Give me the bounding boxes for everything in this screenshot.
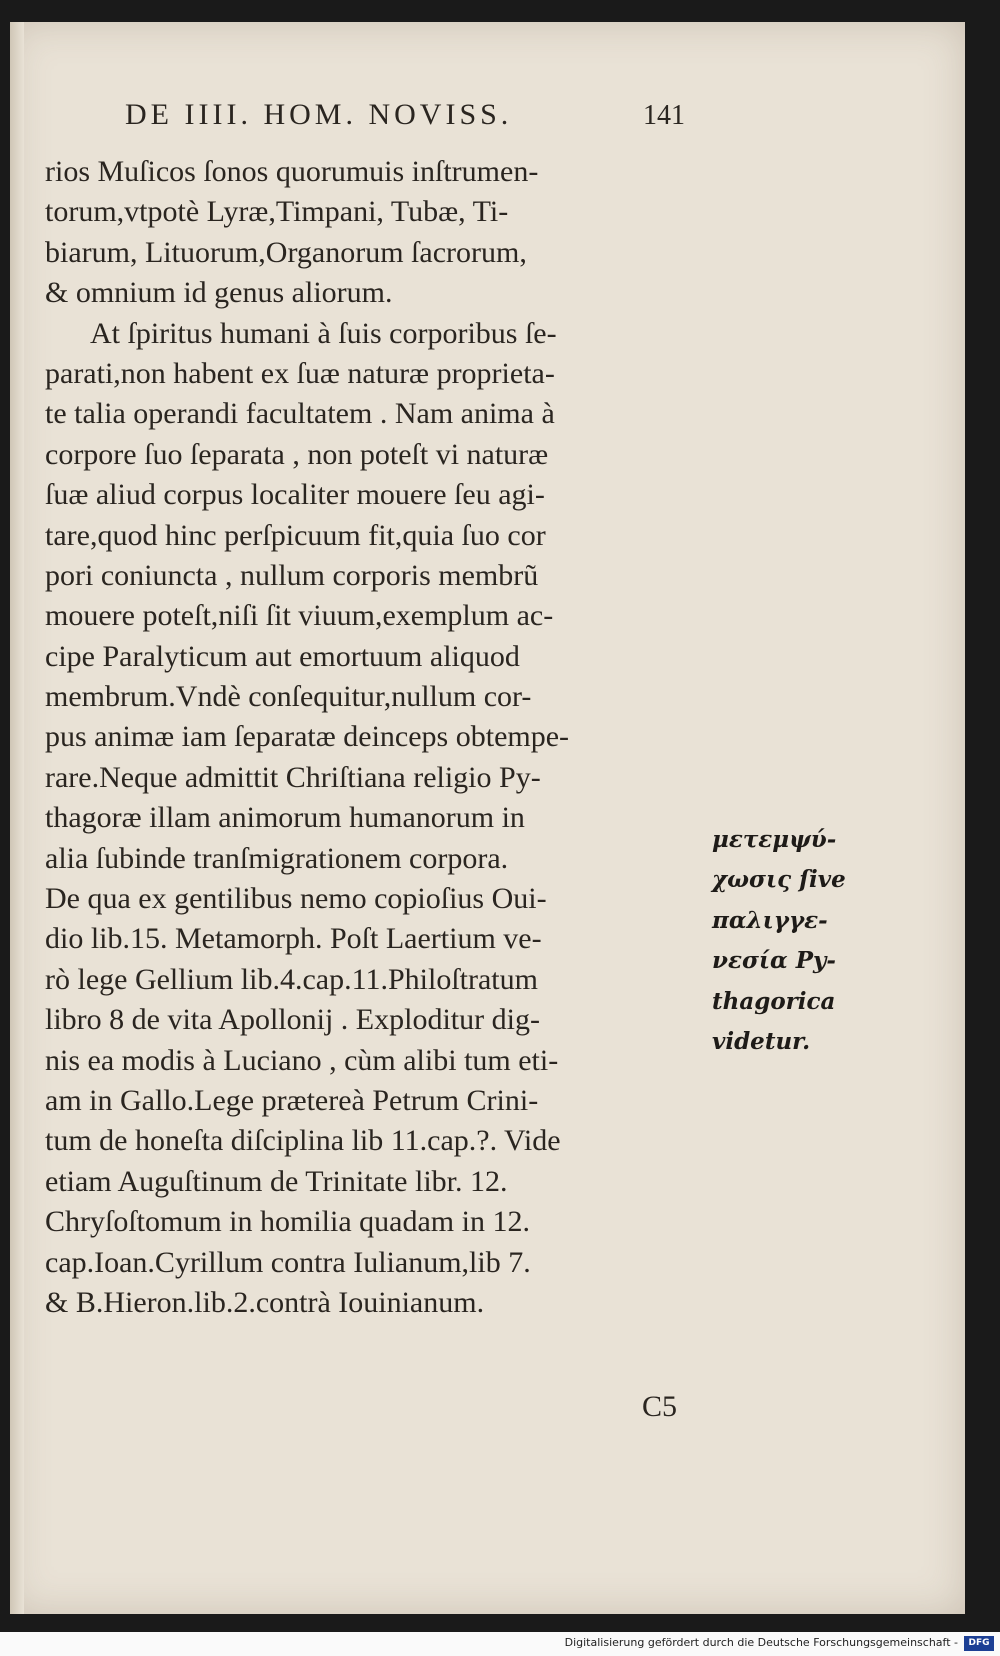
text-line: & omnium id genus aliorum. bbox=[45, 276, 393, 310]
text-line: libro 8 de vita Apollonij . Exploditur dig- bbox=[45, 1003, 540, 1037]
text-line: dio lib.15. Metamorph. Poſt Laertium ve- bbox=[45, 922, 542, 956]
text-line: & B.Hieron.lib.2.contrà Iouinianum. bbox=[45, 1285, 485, 1319]
text-line: ſuæ aliud corpus localiter mouere ſeu agi- bbox=[45, 478, 545, 512]
funding-credit: Digitalisierung gefördert durch die Deutsche Forschungsgemeinschaft - bbox=[564, 1636, 958, 1649]
text-line: thagoræ illam animorum humanorum in bbox=[45, 801, 525, 835]
marginal-note-line: μετεμψύ- bbox=[712, 826, 837, 853]
page-header bbox=[125, 90, 685, 140]
handwritten-marginal-note bbox=[712, 820, 892, 1062]
text-line: biarum, Lituorum,Organorum ſacrorum, bbox=[45, 235, 527, 269]
text-line: pus animæ iam ſeparatæ deinceps obtempe- bbox=[45, 720, 570, 754]
text-line: cipe Paralyticum aut emortuum aliquod bbox=[45, 639, 520, 673]
marginal-note-line: νεσία Py- bbox=[712, 947, 836, 975]
text-line: At ſpiritus humani à ſuis corporibus ſe- bbox=[90, 316, 557, 350]
text-line: rare.Neque admittit Chriſtiana religio Py- bbox=[45, 760, 541, 794]
catchword: C5 bbox=[642, 1390, 678, 1423]
text-line: pori coniuncta , nullum corporis membrũ bbox=[45, 558, 539, 592]
text-line: tum de honeſta diſciplina lib 11.cap.?. Vide bbox=[45, 1124, 561, 1158]
text-line: cap.Ioan.Cyrillum contra Iulianum,lib 7. bbox=[45, 1245, 531, 1279]
text-line: parati,non habent ex ſuæ naturæ proprieta- bbox=[45, 356, 555, 390]
text-line: membrum.Vndè conſequitur,nullum cor- bbox=[45, 680, 532, 714]
text-line: De qua ex gentilibus nemo copioſius Oui- bbox=[45, 882, 547, 916]
marginal-note-line: παλιγγε- bbox=[712, 906, 828, 934]
text-line: rios Muſicos ſonos quorumuis inſtrumen- bbox=[45, 155, 539, 188]
page-number: 141 bbox=[643, 100, 685, 131]
text-line: etiam Auguſtinum de Trinitate libr. 12. bbox=[45, 1164, 508, 1198]
main-text bbox=[45, 152, 710, 1323]
dfg-logo: DFG bbox=[964, 1636, 994, 1651]
digitization-footer bbox=[0, 1632, 1000, 1656]
text-line: alia ſubinde tranſmigrationem corpora. bbox=[45, 841, 509, 875]
text-line: torum,vtpotè Lyræ,Timpani, Tubæ, Ti- bbox=[45, 195, 509, 229]
marginal-note-line: χωσις ſive bbox=[712, 866, 846, 894]
marginal-note-line: thagorica bbox=[712, 987, 836, 1015]
text-line: rò lege Gellium lib.4.cap.11.Philoſtratum bbox=[45, 962, 538, 996]
marginal-note-line: videtur. bbox=[712, 1027, 811, 1055]
text-line: nis ea modis à Luciano , cùm alibi tum eti- bbox=[45, 1043, 559, 1077]
text-line: te talia operandi facultatem . Nam anima à bbox=[45, 397, 555, 431]
text-line: corpore ſuo ſeparata , non poteſt vi naturæ bbox=[45, 437, 549, 471]
text-line: am in Gallo.Lege prætereà Petrum Crini- bbox=[45, 1083, 539, 1117]
text-line: tare,quod hinc perſpicuum fit,quia ſuo cor bbox=[45, 518, 546, 552]
text-line: Chryſoſtomum in homilia quadam in 12. bbox=[45, 1205, 530, 1239]
running-head: DE IIII. HOM. NOVISS. bbox=[125, 98, 513, 131]
text-line: mouere poteſt,niſi ſit viuum,exemplum ac- bbox=[45, 599, 554, 633]
page-edge bbox=[10, 22, 24, 1614]
